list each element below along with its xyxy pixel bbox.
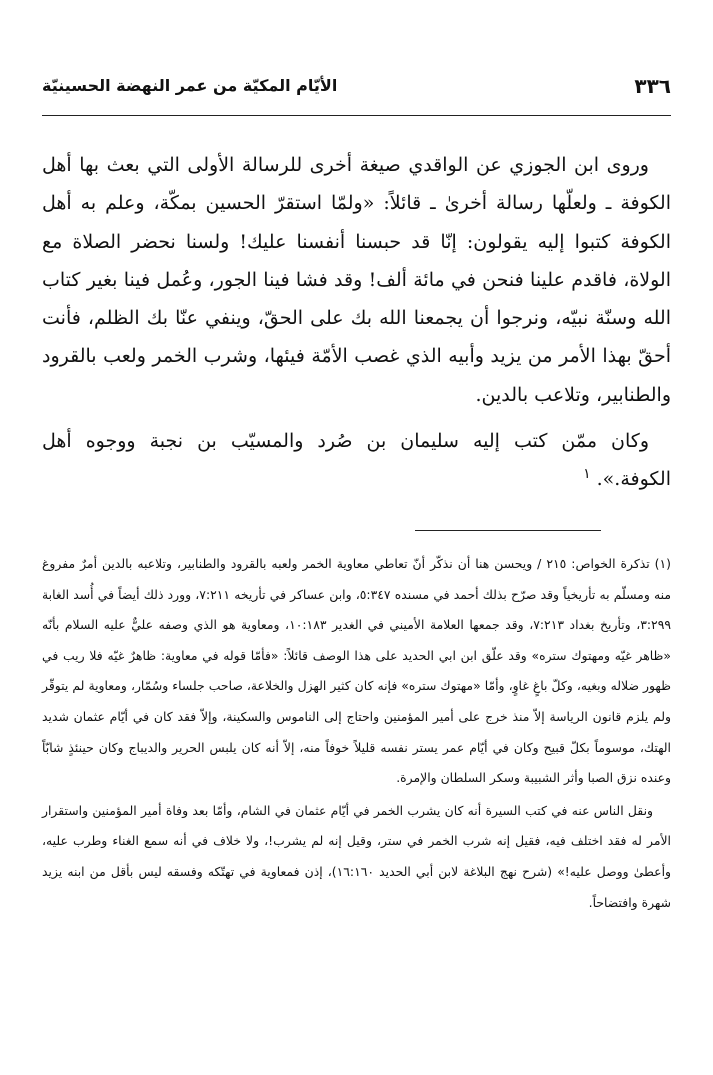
body-paragraph	[42, 146, 671, 414]
main-text	[42, 146, 671, 499]
paragraph-text: وروى ابن الجوزي عن الواقدي صيغة أخرى للرسالة الأولى التي بعث بها أهل الكوفة ـ ولعلّها رسالة أخرىٰ ـ قائلاً: «ولمّا استقرّ الحسين بمكّة، وعلم به أهل الكوفة كتبوا إليه يقولون: إنّا قد حبسنا أنفسنا عليك! ولسنا نحضر الصلاة مع الولاة، فاقدم علينا فنحن في مائة ألف! وقد فشا فينا الجور، وعُمل فينا بغير كتاب الله وسنّة نبيّه، ونرجوا أن يجمعنا الله بك على الحقّ، وينفي عنّا بك الظلم، فأنت أحقّ بهذا الأمر من يزيد وأبيه الذي غصب الأمّة فيئها، وشرب الخمر ولعب بالقرود والطنابير، وتلاعب بالدين.	[42, 154, 671, 406]
footnote-separator	[415, 530, 601, 531]
page-number: ٣٣٦	[634, 74, 671, 98]
page-header	[42, 74, 671, 108]
running-title: الأيّام المكيّة من عمر النهضة الحسينيّة	[42, 76, 338, 95]
footnote-paragraph: ونقل الناس عنه في كتب السيرة أنه كان يشرب الخمر في أيّام عثمان في الشام، وأمّا بعد وفاة أمير المؤمنين واستقرار الأمر له فقد اختلف فيه، فقيل إنه شرب الخمر في ستر، وقيل إنه لم يشرب!، ولا خلاف في أنه سمع الغناء وطرب عليه، وأعطىٰ ووصل عليه!» (شرح نهج البلاغة لابن أبي الحديد ١٦:١٦٠)، إذن فمعاوية في تهتّكه وفسقه ليس بأقل من ابنه يزيد شهرة وافتضاحاً.	[42, 802, 672, 910]
paragraph-text: وكان ممّن كتب إليه سليمان بن صُرد والمسيّب بن نجبة ووجوه أهل الكوفة.».	[42, 430, 671, 491]
body-paragraph	[42, 422, 671, 499]
header-divider	[42, 115, 671, 116]
footnote-reference: ١	[583, 466, 591, 483]
footnotes	[42, 549, 671, 918]
footnote-paragraph: (١) تذكرة الخواص: ٢١٥ / ويحسن هنا أن نذكّر أنّ تعاطي معاوية الخمر ولعبه بالقرود والطنابير، وتلاعبه بالدين أمرٌ مفروغ منه ومسلّم به تأريخياً وقد صرّح بذلك أحمد في مسنده ٥:٣٤٧، وابن عساكر في تأريخه ٧:٢١١، وورد ذلك أيضاً في أُسد الغابة ٣:٢٩٩، وتأريخ بغداد ٧:٢١٣، وقد جمعها العلامة الأميني في الغدير ١٠:١٨٣، ومعاوية هو الذي وصفه عليٌّ عليه السلام بأنّه «ظاهر غيّه ومهتوك ستره» وقد علّق ابن ابي الحديد على هذا الوصف قائلاً: «فأمّا قوله في معاوية: ظاهرٌ غيّه فلا ريب في ظهور ضلاله وبغيه، وكلّ باغٍ غاوٍ، وأمّا «مهتوك ستره» فإنه كان كثير الهزل والخلاعة، صاحب جلساء وسُمّار، ومعاوية لم يتوقّر ولم يلزم قانون الرياسة إلاّ منذ خرج على أمير المؤمنين واحتاج إلى الناموس والسكينة، وإلاّ فقد كان في أيّام عثمان شديد الهتك، موسوماً بكلّ قبيح وكان في أيّام عمر يستر نفسه قليلاً خوفاً منه، إلاّ أنه كان يلبس الحرير والديباج وكان حينئذٍ شابّاً وعنده نزق الصبا وأثر الشبيبة وسكر السلطان والإمرة.	[42, 556, 672, 786]
